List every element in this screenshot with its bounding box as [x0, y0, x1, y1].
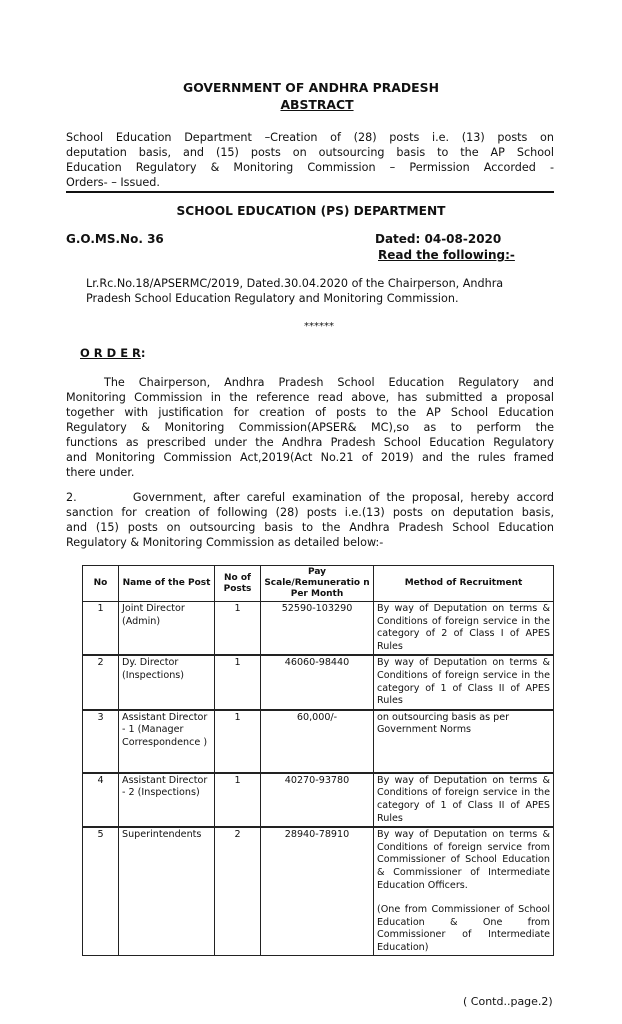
go-number: G.O.MS.No. 36	[66, 232, 164, 246]
method-note: (One from Commissioner of School Education & One from Commissioner of Intermediate Education)	[377, 904, 550, 953]
para1-line: and Monitoring Commission Act,2019(Act No.21 of 2019) and the rules framed	[66, 451, 554, 464]
cell-pay: 46060-98440	[261, 655, 374, 709]
table-row	[83, 655, 554, 709]
table-row	[83, 773, 554, 827]
cell-count: 1	[215, 773, 261, 827]
continued-note: ( Contd..page.2)	[463, 995, 553, 1008]
cell-post: Superintendents	[119, 827, 215, 956]
abstract-label: ABSTRACT	[280, 97, 354, 112]
order-paragraph-1	[66, 375, 554, 480]
header-no-of-posts: No of Posts	[215, 566, 261, 602]
government-heading: GOVERNMENT OF ANDHRA PRADESH	[183, 80, 439, 95]
header-no: No	[83, 566, 119, 602]
cell-count: 1	[215, 602, 261, 656]
cell-no: 1	[83, 602, 119, 656]
cell-count: 2	[215, 827, 261, 956]
table-row	[83, 602, 554, 656]
cell-pay: 28940-78910	[261, 827, 374, 956]
para1-line: The Chairperson, Andhra Pradesh School Education Regulatory and	[104, 376, 554, 389]
read-following: Read the following:-	[378, 248, 515, 262]
cell-method: By way of Deputation on terms & Conditions of foreign service in the category of 1 of Class II of APES Rules	[374, 773, 554, 827]
table-row	[83, 827, 554, 956]
method-text: By way of Deputation on terms & Conditions of foreign service from Commissioner of School Education & Commissioner of Intermediate Education Officers.	[377, 829, 550, 891]
order-colon: :	[140, 346, 146, 360]
header-method: Method of Recruitment	[374, 566, 554, 602]
abstract-line: Orders- – Issued.	[66, 176, 160, 189]
cell-no: 3	[83, 710, 119, 773]
para1-line: Regulatory & Monitoring Commission(APSER& MC),so as to perform the	[66, 421, 554, 434]
cell-no: 5	[83, 827, 119, 956]
cell-method: By way of Deputation on terms & Conditions of foreign service in the category of 1 of Class II of APES Rules	[374, 655, 554, 709]
cell-method	[374, 827, 554, 956]
para2-line: Regulatory & Monitoring Commission as detailed below:-	[66, 536, 384, 549]
para2-line: sanction for creation of following (28) posts i.e.(13) posts on deputation basis,	[66, 506, 554, 519]
department-heading: SCHOOL EDUCATION (PS) DEPARTMENT	[176, 204, 446, 218]
abstract-line: School Education Department –Creation of (28) posts i.e. (13) posts on	[66, 131, 554, 144]
cell-count: 1	[215, 710, 261, 773]
cell-post: Assistant Director - 1 (Manager Correspondence )	[119, 710, 215, 773]
cell-pay: 40270-93780	[261, 773, 374, 827]
cell-pay: 52590-103290	[261, 602, 374, 656]
order-paragraph-2	[66, 490, 554, 550]
para1-line: there under.	[66, 466, 135, 479]
abstract-text	[66, 130, 554, 190]
cell-post: Dy. Director (Inspections)	[119, 655, 215, 709]
para2-line: 2. Government, after careful examination of the proposal, hereby accord	[66, 491, 554, 504]
posts-table	[82, 565, 554, 956]
table-row	[83, 710, 554, 773]
cell-post: Assistant Director - 2 (Inspections)	[119, 773, 215, 827]
abstract-line: deputation basis, and (15) posts on outsourcing basis to the AP School	[66, 146, 554, 159]
cell-pay: 60,000/-	[261, 710, 374, 773]
para1-line: together with justification for creation of posts to the AP School Education	[66, 406, 554, 419]
reference-line: Pradesh School Education Regulatory and Monitoring Commission.	[86, 292, 459, 305]
cell-method: on outsourcing basis as per Government Norms	[374, 710, 554, 773]
separator-stars: ******	[304, 321, 334, 332]
cell-count: 1	[215, 655, 261, 709]
header-post-name: Name of the Post	[119, 566, 215, 602]
cell-post: Joint Director (Admin)	[119, 602, 215, 656]
order-heading	[80, 346, 146, 360]
divider-rule	[66, 191, 554, 193]
order-date: Dated: 04-08-2020	[375, 232, 502, 246]
reference-text	[86, 276, 556, 306]
table-header-row	[83, 566, 554, 602]
header-pay-scale: Pay Scale/Remuneratio n Per Month	[261, 566, 374, 602]
order-label: O R D E R	[80, 346, 141, 360]
para1-line: Monitoring Commission in the reference read above, has submitted a proposal	[66, 391, 554, 404]
para2-line: and (15) posts on outsourcing basis to the Andhra Pradesh School Education	[66, 521, 554, 534]
cell-method: By way of Deputation on terms & Conditions of foreign service in the category of 2 of Class I of APES Rules	[374, 602, 554, 656]
cell-no: 4	[83, 773, 119, 827]
para1-line: functions as prescribed under the Andhra Pradesh School Education Regulatory	[66, 436, 554, 449]
abstract-line: Education Regulatory & Monitoring Commission – Permission Accorded -	[66, 161, 554, 174]
cell-no: 2	[83, 655, 119, 709]
reference-line: Lr.Rc.No.18/APSERMC/2019, Dated.30.04.2020 of the Chairperson, Andhra	[86, 277, 504, 290]
